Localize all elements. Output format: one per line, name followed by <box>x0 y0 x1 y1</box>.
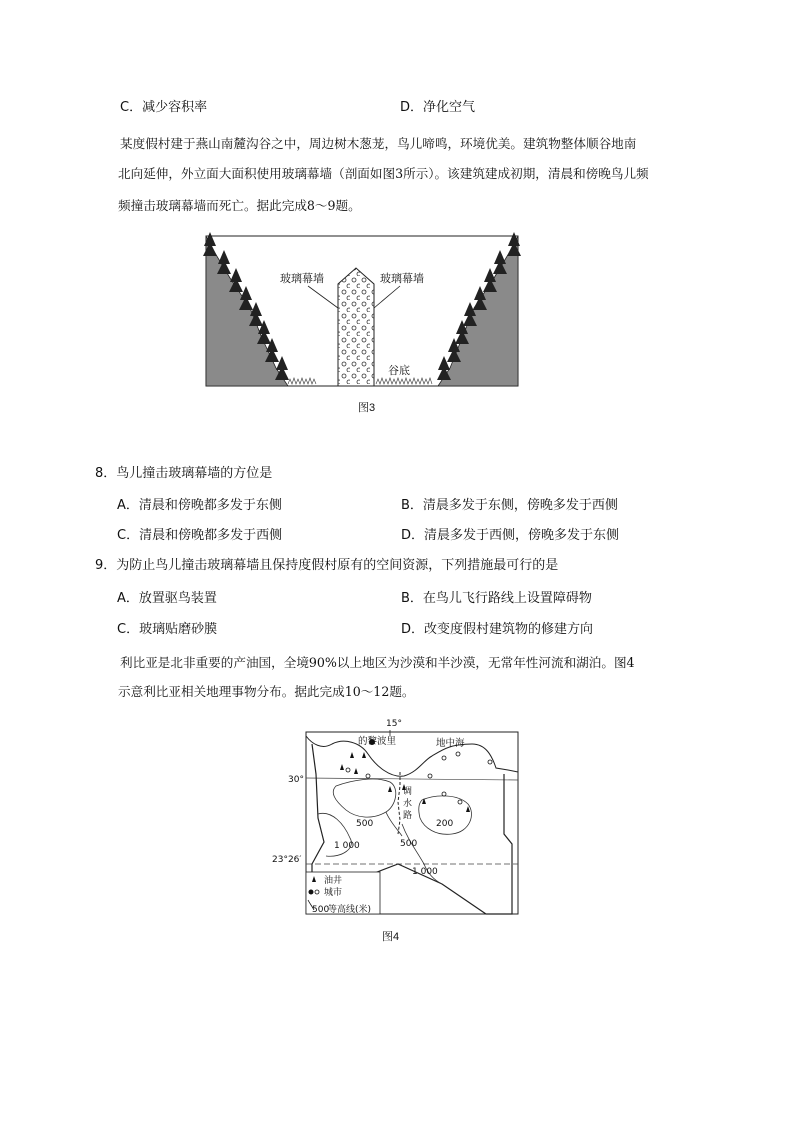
latitude-30-label: 30° <box>288 775 304 785</box>
glass-building <box>338 268 374 386</box>
tripoli-label: 的黎波里 <box>358 736 397 747</box>
glass-wall-label-right: 玻璃幕墙 <box>380 272 424 285</box>
intro-10-12-line2: 示意利比亚相关地理事物分布。据此完成10～12题。 <box>118 684 415 699</box>
option-c-prev: C．减少容积率 <box>120 100 208 115</box>
legend-city-label: 城市 <box>324 888 343 898</box>
mediterranean-label: 地中海 <box>436 738 465 749</box>
legend-contour-label: 等高线(米) <box>328 905 372 915</box>
figure-3-valley-diagram <box>200 228 530 398</box>
longitude-label: 15° <box>386 719 402 729</box>
leader-line-left <box>308 286 338 308</box>
contour-1000-label-west: 1 000 <box>334 841 360 851</box>
intro-8-9-line3: 频撞击玻璃幕墙而死亡。据此完成8～9题。 <box>118 198 361 213</box>
question-8-option-d: D．清晨多发于西侧，傍晚多发于东侧 <box>401 528 620 543</box>
figure-4-caption: 图4 <box>382 931 400 943</box>
water-channel-label-2: 水 <box>403 799 413 809</box>
glass-wall-label-left: 玻璃幕墙 <box>280 272 324 285</box>
question-8-option-b: B．清晨多发于东侧，傍晚多发于西侧 <box>401 498 618 513</box>
legend-oil-label: 油井 <box>324 876 343 886</box>
contour-500-label-central: 500 <box>400 839 418 849</box>
figure-4-libya-map <box>272 714 532 919</box>
valley-floor-label: 谷底 <box>388 364 410 377</box>
contour-500-west <box>333 779 396 817</box>
water-channel-label-3: 路 <box>403 811 413 821</box>
tropic-label: 23°26′ <box>272 855 302 865</box>
legend-city-icon-filled <box>309 890 314 895</box>
right-slope <box>438 236 518 386</box>
contour-1000-label-south: 1 000 <box>412 867 438 877</box>
option-d-prev: D．净化空气 <box>400 100 476 115</box>
question-9-option-c: C．玻璃贴磨砂膜 <box>117 622 218 637</box>
legend-contour-value: 500 <box>312 905 330 915</box>
intro-8-9-line2: 北向延伸，外立面大面积使用玻璃幕墙（剖面如图3所示）。该建筑建成初期，清晨和傍晚鸟儿频 <box>118 166 649 181</box>
leader-line-right <box>374 286 400 308</box>
water-channel-label-1: 调 <box>403 787 413 797</box>
contour-500-label-west: 500 <box>356 819 374 829</box>
question-8-option-a: A．清晨和傍晚都多发于东侧 <box>117 498 282 513</box>
coastline <box>306 736 518 776</box>
figure-3-caption: 图3 <box>358 402 376 414</box>
question-9-option-b: B．在鸟儿飞行路线上设置障碍物 <box>401 591 592 606</box>
contour-200-label: 200 <box>436 819 454 829</box>
left-slope <box>206 236 288 386</box>
intro-10-12-line1: 利比亚是北非重要的产油国，全境90%以上地区为沙漠和半沙漠，无常年性河流和湖泊。图4 <box>120 655 635 670</box>
latitude-30-line <box>306 778 518 780</box>
question-8-option-c: C．清晨和傍晚都多发于西侧 <box>117 528 283 543</box>
water-channel <box>398 772 400 834</box>
question-9-option-a: A．放置驱鸟装置 <box>117 591 217 606</box>
city-icons <box>346 739 492 804</box>
question-8-stem: 8．鸟儿撞击玻璃幕墙的方位是 <box>95 466 273 481</box>
question-9-stem: 9．为防止鸟儿撞击玻璃幕墙且保持度假村原有的空间资源，下列措施最可行的是 <box>95 558 559 573</box>
question-9-option-d: D．改变度假村建筑物的修建方向 <box>401 622 594 637</box>
intro-8-9-line1: 某度假村建于燕山南麓沟谷之中，周边树木葱茏，鸟儿啼鸣，环境优美。建筑物整体顺谷地南 <box>120 136 637 151</box>
